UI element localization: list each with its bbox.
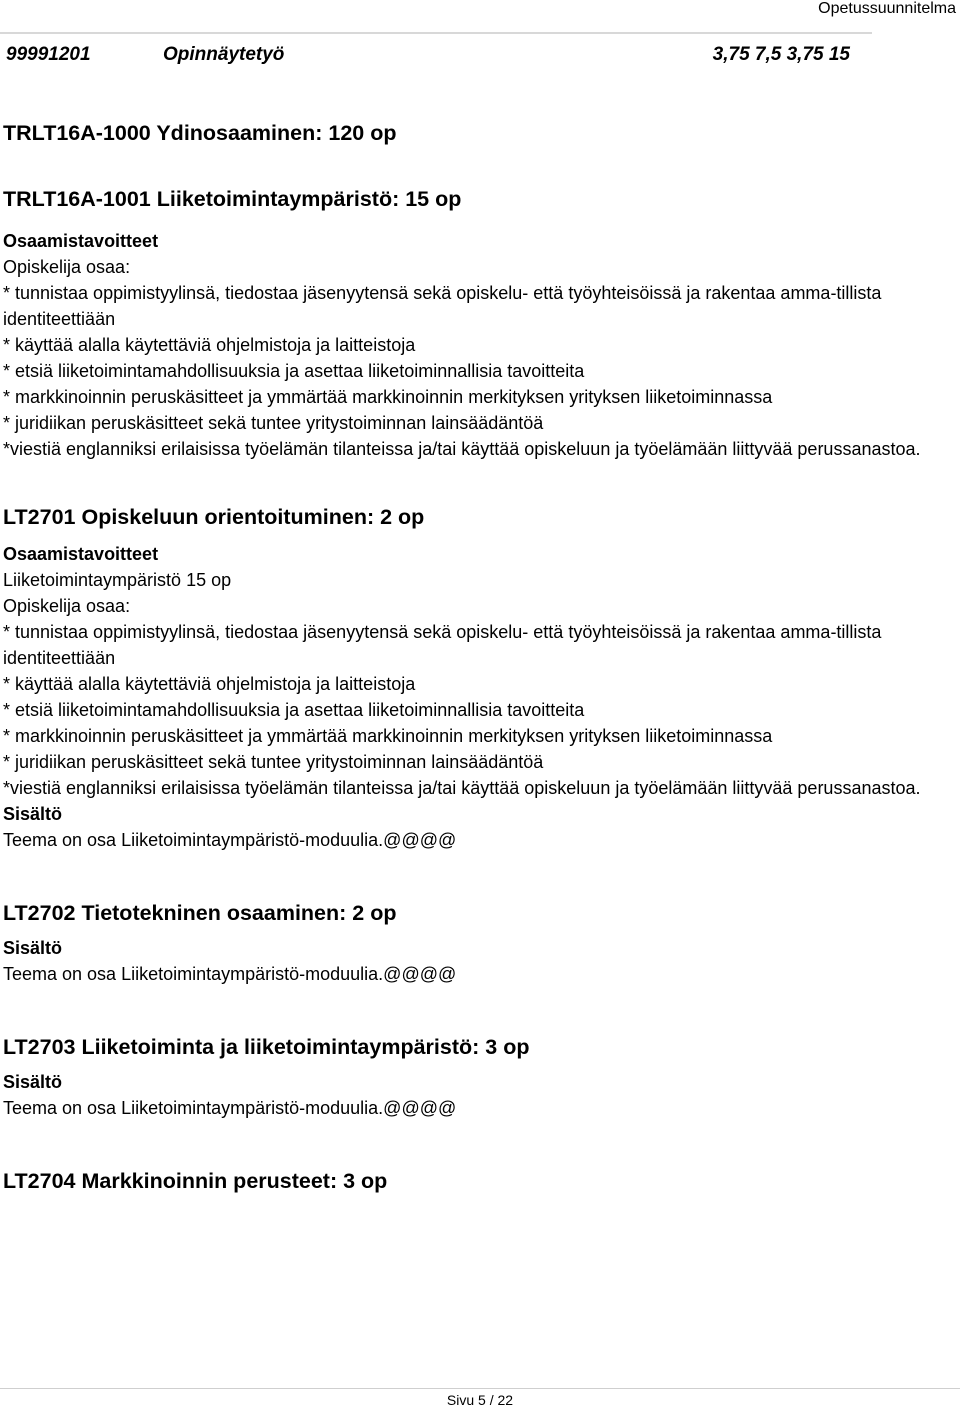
footer-divider [0, 1388, 960, 1389]
goals-heading: Osaamistavoitteet [3, 231, 159, 251]
section-title: LT2703 Liiketoiminta ja liiketoimintaympäristö: 3 op [3, 1035, 530, 1059]
content-text: Teema on osa Liiketoimintaympäristö-moduulia.@@@@ [3, 830, 457, 850]
list-item: * käyttää alalla käytettäviä ohjelmistoja ja laitteistoja [3, 674, 416, 694]
list-item: * markkinoinnin peruskäsitteet ja ymmärtää markkinoinnin merkityksen yrityksen liiketoiminnassa [3, 387, 773, 407]
course-summary-row [0, 44, 850, 68]
content-text: Teema on osa Liiketoimintaympäristö-moduulia.@@@@ [3, 964, 457, 984]
document-content [3, 119, 948, 1195]
section-title: LT2701 Opiskeluun orientoituminen: 2 op [3, 505, 425, 529]
list-item: * juridiikan peruskäsitteet sekä tuntee yritystoiminnan lainsäädäntöä [3, 413, 544, 433]
list-item: * juridiikan peruskäsitteet sekä tuntee yritystoiminnan lainsäädäntöä [3, 752, 544, 772]
list-item: *viestiä englanniksi erilaisissa työelämän tilanteissa ja/tai käyttää opiskeluun ja työelämään liittyvää perussanastoa. [3, 439, 921, 459]
list-item: * etsiä liiketoimintamahdollisuuksia ja asettaa liiketoiminnallisia tavoitteita [3, 361, 585, 381]
list-item: * tunnistaa oppimistyylinsä, tiedostaa jäsenyytensä sekä opiskelu- että työyhteisöissä ja rakentaa amma-tillista identiteettiään [3, 622, 882, 668]
content-heading: Sisältö [3, 804, 63, 824]
course-credits: 3,75 7,5 3,75 15 [712, 44, 850, 65]
content-heading: Sisältö [3, 1072, 63, 1092]
header-divider [0, 32, 872, 34]
goals-intro: Opiskelija osaa: [3, 257, 131, 277]
course-name: Opinnäytetyö [163, 44, 285, 65]
list-item: * markkinoinnin peruskäsitteet ja ymmärtää markkinoinnin merkityksen yrityksen liiketoiminnassa [3, 726, 773, 746]
section-title: LT2704 Markkinoinnin perusteet: 3 op [3, 1169, 388, 1193]
document-header-label: Opetussuunnitelma [818, 0, 956, 17]
content-heading: Sisältö [3, 938, 63, 958]
goals-list [3, 619, 948, 801]
goals-heading: Osaamistavoitteet [3, 544, 159, 564]
module-name: Liiketoimintaympäristö 15 op [3, 570, 232, 590]
page-number: Sivu 5 / 22 [446, 1392, 514, 1408]
content-text: Teema on osa Liiketoimintaympäristö-moduulia.@@@@ [3, 1098, 457, 1118]
course-code: 99991201 [6, 44, 91, 65]
list-item: * tunnistaa oppimistyylinsä, tiedostaa jäsenyytensä sekä opiskelu- että työyhteisöissä ja rakentaa amma-tillista identiteettiään [3, 283, 882, 329]
list-item: * etsiä liiketoimintamahdollisuuksia ja asettaa liiketoiminnallisia tavoitteita [3, 700, 585, 720]
section-title: TRLT16A-1000 Ydinosaaminen: 120 op [3, 121, 397, 145]
list-item: * käyttää alalla käytettäviä ohjelmistoja ja laitteistoja [3, 335, 416, 355]
list-item: *viestiä englanniksi erilaisissa työelämän tilanteissa ja/tai käyttää opiskeluun ja työelämään liittyvää perussanastoa. [3, 778, 921, 798]
section-title: TRLT16A-1001 Liiketoimintaympäristö: 15 op [3, 187, 462, 211]
goals-intro: Opiskelija osaa: [3, 596, 131, 616]
section-title: LT2702 Tietotekninen osaaminen: 2 op [3, 901, 397, 925]
goals-list [3, 280, 948, 462]
